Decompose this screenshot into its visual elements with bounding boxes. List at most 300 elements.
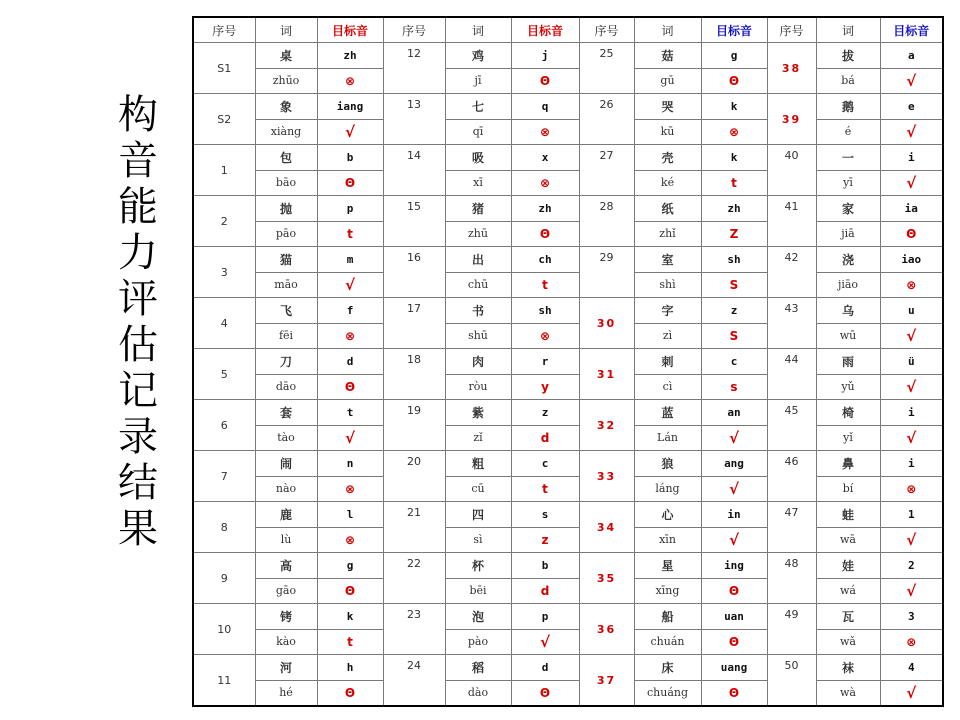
pinyin-cell: xīn: [634, 527, 701, 553]
pinyin-cell: ké: [634, 170, 701, 196]
item-number: 49: [767, 604, 816, 655]
result-mark-cell: t: [317, 629, 383, 655]
result-mark-cell: √: [880, 323, 943, 349]
word-cell: 室: [634, 247, 701, 273]
pinyin-cell: zhūo: [255, 68, 317, 94]
target-sound-cell: in: [701, 502, 767, 528]
word-cell: 字: [634, 298, 701, 324]
table-row: [193, 578, 943, 604]
target-sound-cell: 1: [880, 502, 943, 528]
target-sound-cell: h: [317, 655, 383, 681]
word-cell: 刀: [255, 349, 317, 375]
pinyin-cell: xī: [445, 170, 511, 196]
item-number: 45: [767, 400, 816, 451]
table-row: [193, 247, 943, 273]
table-row: [193, 298, 943, 324]
pinyin-cell: pào: [445, 629, 511, 655]
result-mark-cell: √: [701, 527, 767, 553]
result-mark-cell: √: [880, 578, 943, 604]
column-header: 词: [816, 17, 880, 43]
result-mark-cell: Θ: [317, 578, 383, 604]
column-header: 序号: [383, 17, 445, 43]
result-mark-cell: Θ: [701, 680, 767, 706]
pinyin-cell: gū: [634, 68, 701, 94]
result-mark-cell: Θ: [880, 221, 943, 247]
column-header: 目标音: [880, 17, 943, 43]
target-sound-cell: d: [317, 349, 383, 375]
result-mark-cell: √: [880, 170, 943, 196]
target-sound-cell: k: [701, 145, 767, 171]
result-mark-cell: t: [317, 221, 383, 247]
item-number: 23: [383, 604, 445, 655]
target-sound-cell: n: [317, 451, 383, 477]
target-sound-cell: m: [317, 247, 383, 273]
result-mark-cell: d: [511, 425, 579, 451]
word-cell: 书: [445, 298, 511, 324]
pinyin-cell: chuán: [634, 629, 701, 655]
target-sound-cell: uang: [701, 655, 767, 681]
column-header: 序号: [767, 17, 816, 43]
item-number: 9: [193, 553, 255, 604]
word-cell: 杯: [445, 553, 511, 579]
pinyin-cell: chuáng: [634, 680, 701, 706]
pinyin-cell: chū: [445, 272, 511, 298]
column-header: 词: [255, 17, 317, 43]
word-cell: 四: [445, 502, 511, 528]
table-row: [193, 629, 943, 655]
word-cell: 菇: [634, 43, 701, 69]
item-number: 48: [767, 553, 816, 604]
word-cell: 纸: [634, 196, 701, 222]
result-mark-cell: t: [511, 272, 579, 298]
result-mark-cell: y: [511, 374, 579, 400]
item-number: S1: [193, 43, 255, 94]
target-sound-cell: ing: [701, 553, 767, 579]
title-char: 结: [118, 460, 158, 506]
item-number: 10: [193, 604, 255, 655]
word-cell: 袜: [816, 655, 880, 681]
result-mark-cell: Θ: [317, 170, 383, 196]
pinyin-cell: yǐ: [816, 425, 880, 451]
item-number: 27: [579, 145, 634, 196]
word-cell: 闹: [255, 451, 317, 477]
item-number: 41: [767, 196, 816, 247]
pinyin-cell: wà: [816, 680, 880, 706]
table-row: [193, 196, 943, 222]
result-mark-cell: Θ: [511, 221, 579, 247]
word-cell: 狼: [634, 451, 701, 477]
pinyin-cell: jiāo: [816, 272, 880, 298]
word-cell: 船: [634, 604, 701, 630]
result-mark-cell: ⊗: [511, 323, 579, 349]
item-number: 4: [193, 298, 255, 349]
item-number: 3: [193, 247, 255, 298]
result-mark-cell: ⊗: [317, 68, 383, 94]
pinyin-cell: kào: [255, 629, 317, 655]
result-mark-cell: Θ: [511, 68, 579, 94]
word-cell: 蛙: [816, 502, 880, 528]
target-sound-cell: g: [317, 553, 383, 579]
pinyin-cell: cì: [634, 374, 701, 400]
target-sound-cell: sh: [701, 247, 767, 273]
table-row: [193, 374, 943, 400]
word-cell: 飞: [255, 298, 317, 324]
item-number: 40: [767, 145, 816, 196]
pinyin-cell: sì: [445, 527, 511, 553]
item-number: 31: [579, 349, 634, 400]
word-cell: 猪: [445, 196, 511, 222]
target-sound-cell: c: [511, 451, 579, 477]
table-row: [193, 145, 943, 171]
title-char: 力: [118, 230, 158, 276]
pinyin-cell: zì: [634, 323, 701, 349]
word-cell: 七: [445, 94, 511, 120]
item-number: 2: [193, 196, 255, 247]
target-sound-cell: i: [880, 400, 943, 426]
table-row: [193, 553, 943, 579]
word-cell: 铐: [255, 604, 317, 630]
pinyin-cell: ròu: [445, 374, 511, 400]
item-number: 19: [383, 400, 445, 451]
result-mark-cell: ⊗: [880, 629, 943, 655]
table-row: [193, 323, 943, 349]
title-char: 录: [118, 414, 158, 460]
word-cell: 刺: [634, 349, 701, 375]
result-mark-cell: s: [701, 374, 767, 400]
word-cell: 套: [255, 400, 317, 426]
result-mark-cell: Θ: [317, 374, 383, 400]
target-sound-cell: d: [511, 655, 579, 681]
result-mark-cell: √: [317, 119, 383, 145]
result-mark-cell: S: [701, 272, 767, 298]
item-number: 38: [767, 43, 816, 94]
title-char: 评: [118, 276, 158, 322]
item-number: 6: [193, 400, 255, 451]
target-sound-cell: sh: [511, 298, 579, 324]
item-number: 16: [383, 247, 445, 298]
word-cell: 家: [816, 196, 880, 222]
item-number: S2: [193, 94, 255, 145]
item-number: 12: [383, 43, 445, 94]
word-cell: 出: [445, 247, 511, 273]
result-mark-cell: √: [317, 272, 383, 298]
item-number: 39: [767, 94, 816, 145]
result-mark-cell: √: [317, 425, 383, 451]
pinyin-cell: shì: [634, 272, 701, 298]
result-mark-cell: Z: [701, 221, 767, 247]
item-number: 22: [383, 553, 445, 604]
target-sound-cell: uan: [701, 604, 767, 630]
pinyin-cell: cū: [445, 476, 511, 502]
item-number: 7: [193, 451, 255, 502]
word-cell: 包: [255, 145, 317, 171]
pinyin-cell: Lán: [634, 425, 701, 451]
item-number: 17: [383, 298, 445, 349]
table-row: [193, 349, 943, 375]
word-cell: 猫: [255, 247, 317, 273]
table-row: [193, 476, 943, 502]
item-number: 36: [579, 604, 634, 655]
item-number: 25: [579, 43, 634, 94]
result-mark-cell: √: [701, 425, 767, 451]
word-cell: 拔: [816, 43, 880, 69]
item-number: 50: [767, 655, 816, 707]
table-row: [193, 655, 943, 681]
word-cell: 稻: [445, 655, 511, 681]
item-number: 47: [767, 502, 816, 553]
target-sound-cell: i: [880, 451, 943, 477]
item-number: 21: [383, 502, 445, 553]
word-cell: 心: [634, 502, 701, 528]
target-sound-cell: z: [511, 400, 579, 426]
item-number: 11: [193, 655, 255, 707]
word-cell: 蓝: [634, 400, 701, 426]
item-number: 42: [767, 247, 816, 298]
pinyin-cell: yī: [816, 170, 880, 196]
word-cell: 床: [634, 655, 701, 681]
result-mark-cell: √: [880, 527, 943, 553]
target-sound-cell: u: [880, 298, 943, 324]
word-cell: 鼻: [816, 451, 880, 477]
table-row: [193, 604, 943, 630]
pinyin-cell: dāo: [255, 374, 317, 400]
target-sound-cell: r: [511, 349, 579, 375]
target-sound-cell: t: [317, 400, 383, 426]
target-sound-cell: 4: [880, 655, 943, 681]
pinyin-cell: wā: [816, 527, 880, 553]
pinyin-cell: xīng: [634, 578, 701, 604]
word-cell: 壳: [634, 145, 701, 171]
word-cell: 粗: [445, 451, 511, 477]
pinyin-cell: qī: [445, 119, 511, 145]
title-char: 能: [118, 184, 158, 230]
item-number: 8: [193, 502, 255, 553]
target-sound-cell: b: [317, 145, 383, 171]
item-number: 33: [579, 451, 634, 502]
target-sound-cell: ia: [880, 196, 943, 222]
pinyin-cell: kū: [634, 119, 701, 145]
result-mark-cell: √: [880, 425, 943, 451]
target-sound-cell: k: [317, 604, 383, 630]
pinyin-cell: zhū: [445, 221, 511, 247]
title-char: 果: [118, 506, 158, 552]
column-header: 词: [445, 17, 511, 43]
target-sound-cell: e: [880, 94, 943, 120]
pinyin-cell: bēi: [445, 578, 511, 604]
target-sound-cell: p: [317, 196, 383, 222]
pinyin-cell: láng: [634, 476, 701, 502]
item-number: 34: [579, 502, 634, 553]
target-sound-cell: a: [880, 43, 943, 69]
pinyin-cell: tào: [255, 425, 317, 451]
word-cell: 椅: [816, 400, 880, 426]
result-mark-cell: Θ: [511, 680, 579, 706]
target-sound-cell: g: [701, 43, 767, 69]
result-mark-cell: ⊗: [880, 476, 943, 502]
item-number: 32: [579, 400, 634, 451]
title-char: 构: [118, 92, 158, 138]
item-number: 14: [383, 145, 445, 196]
target-sound-cell: iao: [880, 247, 943, 273]
target-sound-cell: zh: [317, 43, 383, 69]
pinyin-cell: fēi: [255, 323, 317, 349]
word-cell: 吸: [445, 145, 511, 171]
pinyin-cell: lù: [255, 527, 317, 553]
pinyin-cell: bí: [816, 476, 880, 502]
pinyin-cell: pāo: [255, 221, 317, 247]
word-cell: 鹿: [255, 502, 317, 528]
target-sound-cell: f: [317, 298, 383, 324]
pinyin-cell: é: [816, 119, 880, 145]
pinyin-cell: nào: [255, 476, 317, 502]
item-number: 43: [767, 298, 816, 349]
word-cell: 星: [634, 553, 701, 579]
item-number: 24: [383, 655, 445, 707]
item-number: 46: [767, 451, 816, 502]
pinyin-cell: dào: [445, 680, 511, 706]
result-mark-cell: √: [701, 476, 767, 502]
result-mark-cell: √: [880, 68, 943, 94]
word-cell: 乌: [816, 298, 880, 324]
word-cell: 瓦: [816, 604, 880, 630]
result-mark-cell: ⊗: [880, 272, 943, 298]
item-number: 44: [767, 349, 816, 400]
result-mark-cell: Θ: [701, 629, 767, 655]
item-number: 13: [383, 94, 445, 145]
target-sound-cell: an: [701, 400, 767, 426]
pinyin-cell: xiàng: [255, 119, 317, 145]
word-cell: 一: [816, 145, 880, 171]
item-number: 18: [383, 349, 445, 400]
pinyin-cell: māo: [255, 272, 317, 298]
table-row: [193, 527, 943, 553]
target-sound-cell: 3: [880, 604, 943, 630]
table-row: [193, 119, 943, 145]
target-sound-cell: zh: [511, 196, 579, 222]
target-sound-cell: j: [511, 43, 579, 69]
target-sound-cell: q: [511, 94, 579, 120]
item-number: 1: [193, 145, 255, 196]
item-number: 30: [579, 298, 634, 349]
result-mark-cell: ⊗: [317, 476, 383, 502]
table-row: [193, 400, 943, 426]
target-sound-cell: z: [701, 298, 767, 324]
table-row: [193, 502, 943, 528]
column-header: 词: [634, 17, 701, 43]
item-number: 26: [579, 94, 634, 145]
target-sound-cell: ang: [701, 451, 767, 477]
table-row: [193, 221, 943, 247]
result-mark-cell: √: [511, 629, 579, 655]
result-mark-cell: ⊗: [701, 119, 767, 145]
table-row: [193, 94, 943, 120]
target-sound-cell: b: [511, 553, 579, 579]
pinyin-cell: zhǐ: [634, 221, 701, 247]
item-number: 5: [193, 349, 255, 400]
pinyin-cell: wǎ: [816, 629, 880, 655]
word-cell: 娃: [816, 553, 880, 579]
item-number: 37: [579, 655, 634, 707]
table-row: [193, 425, 943, 451]
target-sound-cell: zh: [701, 196, 767, 222]
target-sound-cell: s: [511, 502, 579, 528]
result-mark-cell: Θ: [701, 68, 767, 94]
table-row: [193, 68, 943, 94]
word-cell: 河: [255, 655, 317, 681]
target-sound-cell: 2: [880, 553, 943, 579]
word-cell: 抛: [255, 196, 317, 222]
target-sound-cell: ch: [511, 247, 579, 273]
table-row: [193, 451, 943, 477]
word-cell: 泡: [445, 604, 511, 630]
table-row: [193, 272, 943, 298]
pinyin-cell: bāo: [255, 170, 317, 196]
column-header: 序号: [579, 17, 634, 43]
pinyin-cell: jiā: [816, 221, 880, 247]
result-mark-cell: ⊗: [511, 170, 579, 196]
result-mark-cell: d: [511, 578, 579, 604]
column-header: 目标音: [511, 17, 579, 43]
item-number: 35: [579, 553, 634, 604]
pinyin-cell: zǐ: [445, 425, 511, 451]
result-mark-cell: ⊗: [317, 323, 383, 349]
title-char: 音: [118, 138, 158, 184]
word-cell: 高: [255, 553, 317, 579]
item-number: 28: [579, 196, 634, 247]
word-cell: 肉: [445, 349, 511, 375]
column-header: 目标音: [701, 17, 767, 43]
word-cell: 鸡: [445, 43, 511, 69]
target-sound-cell: l: [317, 502, 383, 528]
target-sound-cell: x: [511, 145, 579, 171]
result-mark-cell: √: [880, 374, 943, 400]
pinyin-cell: gāo: [255, 578, 317, 604]
table-row: [193, 43, 943, 69]
pinyin-cell: wá: [816, 578, 880, 604]
item-number: 20: [383, 451, 445, 502]
pinyin-cell: yǔ: [816, 374, 880, 400]
title-char: 估: [118, 322, 158, 368]
result-mark-cell: ⊗: [511, 119, 579, 145]
column-header: 序号: [193, 17, 255, 43]
table-row: [193, 680, 943, 706]
table-row: [193, 170, 943, 196]
target-sound-cell: c: [701, 349, 767, 375]
target-sound-cell: p: [511, 604, 579, 630]
header-row: [193, 17, 943, 43]
pinyin-cell: wū: [816, 323, 880, 349]
word-cell: 哭: [634, 94, 701, 120]
word-cell: 紫: [445, 400, 511, 426]
page-title: [112, 92, 164, 552]
target-sound-cell: ü: [880, 349, 943, 375]
item-number: 15: [383, 196, 445, 247]
result-mark-cell: z: [511, 527, 579, 553]
word-cell: 雨: [816, 349, 880, 375]
pinyin-cell: bá: [816, 68, 880, 94]
result-mark-cell: t: [701, 170, 767, 196]
assessment-table: [192, 16, 944, 707]
pinyin-cell: jī: [445, 68, 511, 94]
pinyin-cell: hé: [255, 680, 317, 706]
result-mark-cell: t: [511, 476, 579, 502]
target-sound-cell: k: [701, 94, 767, 120]
target-sound-cell: iang: [317, 94, 383, 120]
column-header: 目标音: [317, 17, 383, 43]
result-mark-cell: √: [880, 680, 943, 706]
target-sound-cell: i: [880, 145, 943, 171]
word-cell: 桌: [255, 43, 317, 69]
